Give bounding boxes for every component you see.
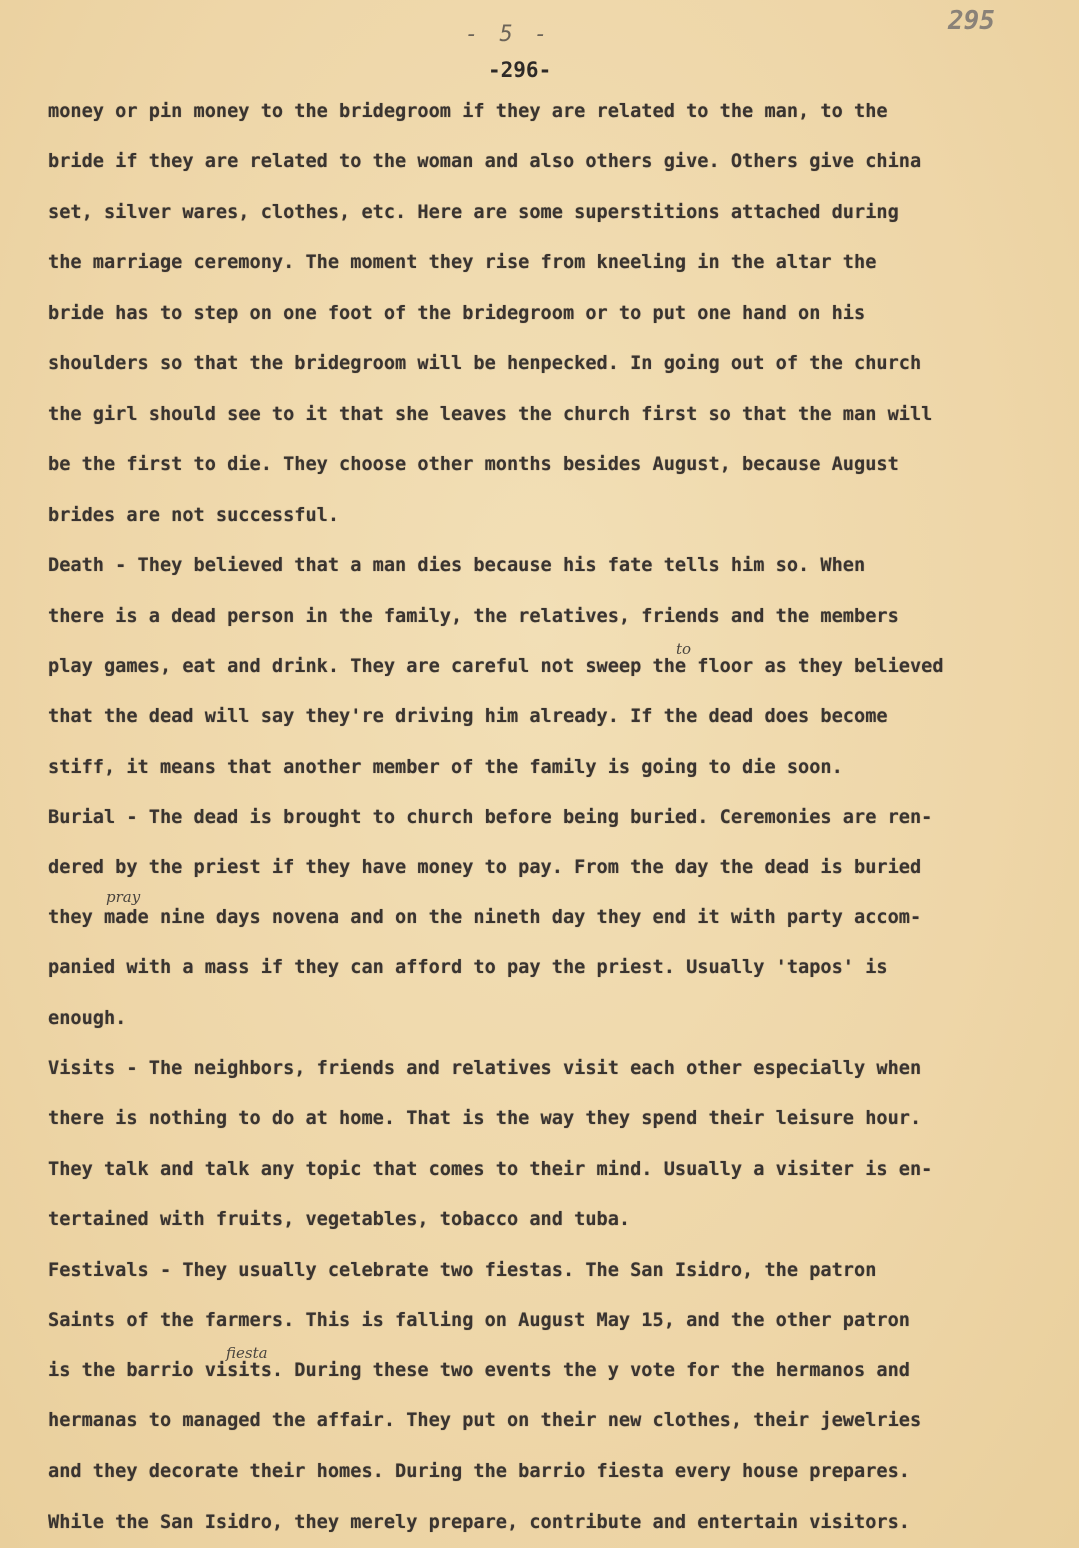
text-line: set, silver wares, clothes, etc. Here are some superstitions attached during: [48, 202, 899, 223]
text-line: tertained with fruits, vegetables, tobacco and tuba.: [48, 1209, 631, 1230]
text-line: hermanas to managed the affair. They put on their new clothes, their jewelries: [48, 1410, 922, 1431]
text-line: panied with a mass if they can afford to pay the priest. Usually 'tapos' is: [48, 957, 888, 978]
page-number: -296-: [488, 58, 552, 82]
text-line: play games, eat and drink. They are careful not sweep the floor as they believed: [48, 656, 944, 677]
text-line: Festivals - They usually celebrate two fiestas. The San Isidro, the patron: [48, 1260, 877, 1281]
text-line: and they decorate their homes. During the barrio fiesta every house prepares.: [48, 1461, 910, 1482]
handwritten-insert-fiesta: fiesta: [226, 1344, 268, 1362]
text-line: bride if they are related to the woman and also others give. Others give china: [48, 151, 922, 172]
text-line: brides are not successful.: [48, 505, 340, 526]
text-line: They talk and talk any topic that comes to their mind. Usually a visiter is en-: [48, 1159, 933, 1180]
text-line: Visits - The neighbors, friends and relatives visit each other especially when: [48, 1058, 922, 1079]
text-line: stiff, it means that another member of the family is going to die soon.: [48, 757, 843, 778]
handwritten-insert-to: to: [676, 640, 692, 658]
text-line: is the barrio visits. During these two events the y vote for the hermanos and: [48, 1360, 910, 1381]
text-line: Saints of the farmers. This is falling on August May 15, and the other patron: [48, 1310, 910, 1331]
text-line: money or pin money to the bridegroom if they are related to the man, to the: [48, 101, 888, 122]
text-line: Death - They believed that a man dies because his fate tells him so. When: [48, 555, 866, 576]
text-line: the girl should see to it that she leaves the church first so that the man will: [48, 404, 933, 425]
handwritten-corner-number: 295: [948, 6, 995, 36]
text-line: Burial - The dead is brought to church before being buried. Ceremonies are ren-: [48, 807, 933, 828]
text-line: shoulders so that the bridegroom will be henpecked. In going out of the church: [48, 353, 922, 374]
text-line: be the first to die. They choose other months besides August, because August: [48, 454, 899, 475]
text-line: there is nothing to do at home. That is the way they spend their leisure hour.: [48, 1108, 922, 1129]
handwritten-page-mark: - 5 -: [465, 22, 552, 47]
text-line: bride has to step on one foot of the bridegroom or to put one hand on his: [48, 303, 866, 324]
text-line: While the San Isidro, they merely prepare, contribute and entertain visitors.: [48, 1512, 910, 1533]
text-line: the marriage ceremony. The moment they rise from kneeling in the altar the: [48, 252, 877, 273]
text-line: enough.: [48, 1008, 127, 1029]
handwritten-insert-pray: pray: [106, 888, 141, 906]
text-line: they made nine days novena and on the nineth day they end it with party accom-: [48, 907, 922, 928]
text-line: there is a dead person in the family, the relatives, friends and the members: [48, 606, 899, 627]
text-line: dered by the priest if they have money to pay. From the day the dead is buried: [48, 857, 922, 878]
text-line: that the dead will say they're driving him already. If the dead does become: [48, 706, 888, 727]
